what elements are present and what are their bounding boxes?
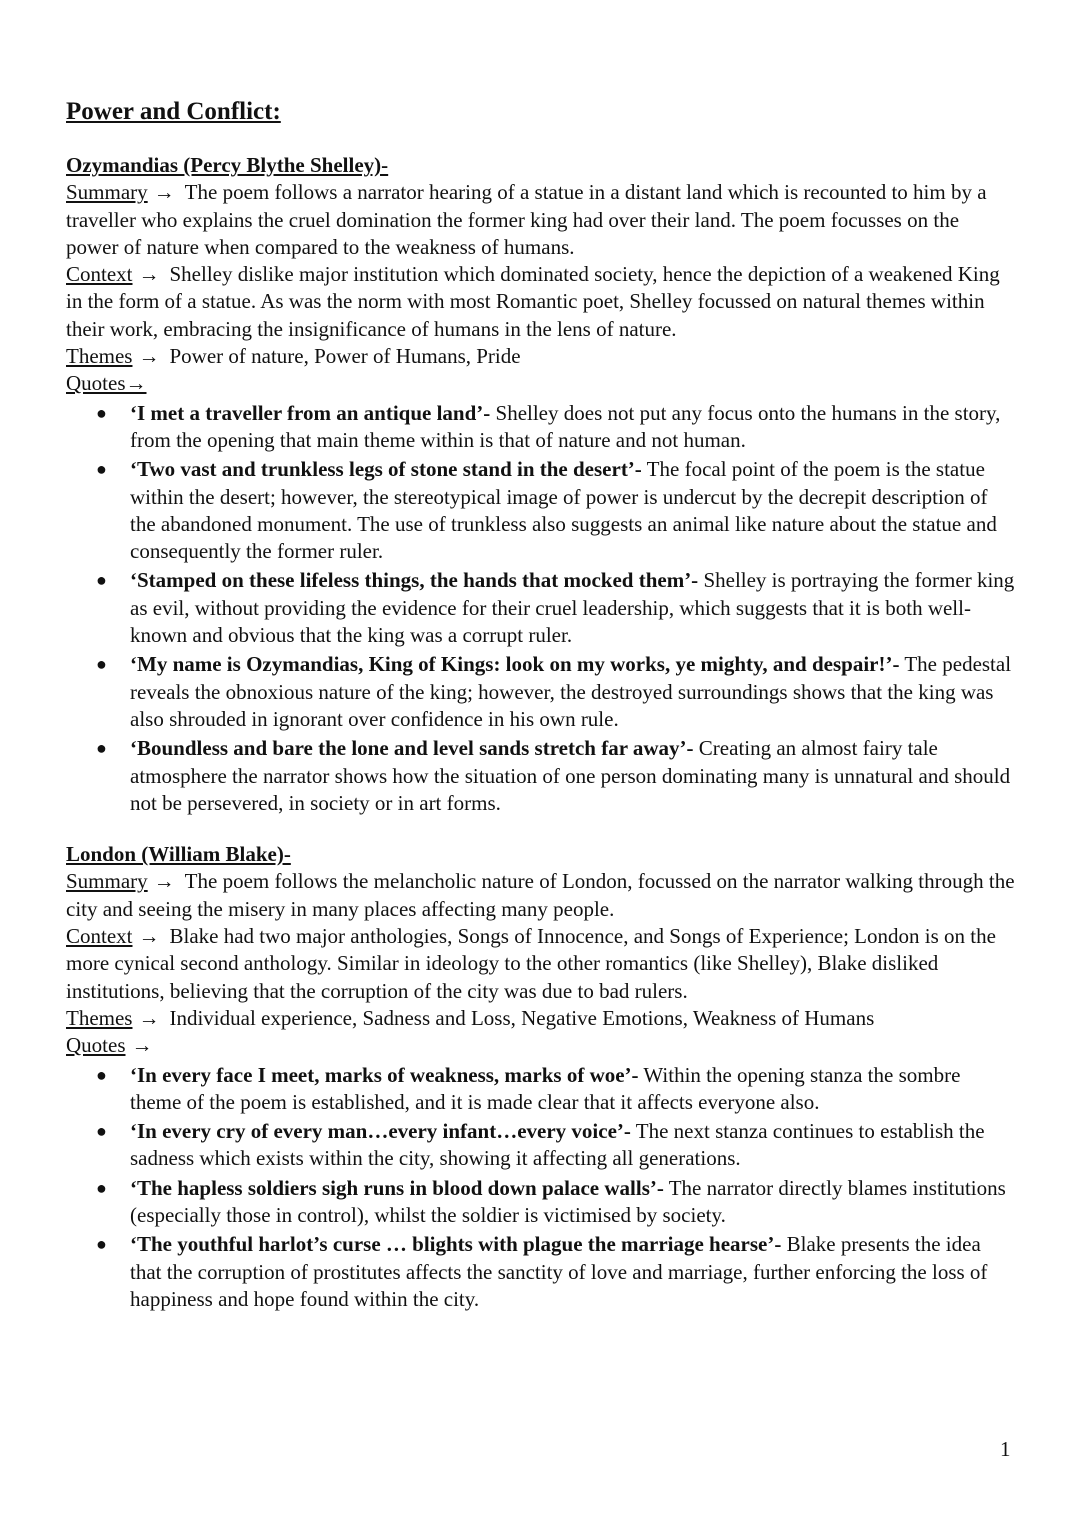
themes-text: Power of nature, Power of Humans, Pride <box>169 344 521 369</box>
context-label: Context <box>66 924 133 949</box>
quote-text: ‘The youthful harlot’s curse … blights with plague the marriage hearse’- <box>130 1232 782 1257</box>
quotes-heading <box>66 1032 1016 1059</box>
quote-item <box>96 567 1016 649</box>
context-paragraph <box>66 923 1016 1005</box>
arrow-icon: → <box>138 924 160 949</box>
themes-paragraph <box>66 343 1016 370</box>
quote-text: ‘Boundless and bare the lone and level sands stretch far away’- <box>130 736 694 761</box>
bullet-icon: ● <box>96 738 107 759</box>
bullet-icon: ● <box>96 654 107 675</box>
quote-analysis: Creating an almost fairy tale atmosphere the narrator shows how the situation of one person dominating many is unnatural and should not be persevered, in society or in art forms. <box>130 736 1011 815</box>
quote-item <box>96 651 1016 733</box>
quote-analysis: The pedestal reveals the obnoxious nature of the king; however, the destroyed surroundings shows that the king was also shrouded in ignorant over confidence in his own rule. <box>130 652 1012 731</box>
bullet-icon: ● <box>96 1177 107 1198</box>
arrow-icon: → <box>138 344 160 369</box>
quote-analysis: The narrator directly blames institutions (especially those in control), whilst the soldier is victimised by society. <box>130 1175 1006 1227</box>
document-title: Power and Conflict: <box>66 98 281 125</box>
summary-text: The poem follows the melancholic nature of London, focussed on the narrator walking through the city and seeing the misery in many places affecting many people. <box>66 869 1015 921</box>
quote-analysis: Shelley does not put any focus onto the humans in the story, from the opening that main theme within is that of nature and not human. <box>130 400 1001 452</box>
arrow-icon: → <box>138 262 160 287</box>
summary-label: Summary <box>66 869 148 894</box>
arrow-icon: → <box>153 180 175 205</box>
bullet-icon: ● <box>96 459 107 480</box>
summary-label: Summary <box>66 180 148 205</box>
quotes-label: Quotes <box>66 1033 126 1058</box>
arrow-icon: → <box>131 1033 153 1058</box>
bullet-icon: ● <box>96 570 107 591</box>
quote-item <box>96 1118 1016 1173</box>
quote-analysis: Within the opening stanza the sombre theme of the poem is established, and it is made clear that it affects everyone also. <box>130 1062 961 1114</box>
summary-paragraph <box>66 179 1016 261</box>
quote-text: ‘In every face I meet, marks of weakness, marks of woe’- <box>130 1062 639 1087</box>
quote-analysis: The focal point of the poem is the statue within the desert; however, the stereotypical image of power is undercut by the decrepit description of the abandoned monument. The use of trunkless also suggests an animal like nature about the statue and consequently the former ruler. <box>130 457 997 564</box>
quotes-list <box>66 1062 1016 1314</box>
themes-label: Themes <box>66 1005 133 1030</box>
summary-text: The poem follows a narrator hearing of a statue in a distant land which is recounted to him by a traveller who explains the cruel domination the former king had over their land. The poem focusses on the power of nature when compared to the weakness of humans. <box>66 180 987 259</box>
section-london <box>66 841 1016 1313</box>
arrow-icon: → <box>125 371 147 396</box>
quote-text: ‘Stamped on these lifeless things, the hands that mocked them’- <box>130 568 699 593</box>
context-paragraph <box>66 261 1016 343</box>
context-text: Shelley dislike major institution which dominated society, hence the depiction of a weakened King in the form of a statue. As was the norm with most Romantic poet, Shelley focussed on natural themes within their work, embracing the insignificance of humans in the lens of nature. <box>66 262 1000 341</box>
themes-text: Individual experience, Sadness and Loss, Negative Emotions, Weakness of Humans <box>169 1005 875 1030</box>
bullet-icon: ● <box>96 1234 107 1255</box>
section-heading: Ozymandias (Percy Blythe Shelley)- <box>66 153 389 177</box>
quote-item <box>96 735 1016 817</box>
quote-text: ‘The hapless soldiers sigh runs in blood down palace walls’- <box>130 1175 664 1200</box>
quotes-list <box>66 400 1016 817</box>
quote-text: ‘I met a traveller from an antique land’- <box>130 400 491 425</box>
quote-analysis: The next stanza continues to establish the sadness which exists within the city, showing it affecting all generations. <box>130 1119 985 1171</box>
context-label: Context <box>66 262 133 287</box>
arrow-icon: → <box>153 869 175 894</box>
themes-label: Themes <box>66 344 133 369</box>
quote-text: ‘Two vast and trunkless legs of stone stand in the desert’- <box>130 457 642 482</box>
page-number: 1 <box>1000 1437 1011 1461</box>
summary-paragraph <box>66 868 1016 923</box>
quote-text: ‘My name is Ozymandias, King of Kings: look on my works, ye mighty, and despair!’- <box>130 652 900 677</box>
bullet-icon: ● <box>96 1064 107 1085</box>
quotes-label: Quotes→ <box>66 371 147 396</box>
quote-item <box>96 1175 1016 1230</box>
themes-paragraph <box>66 1005 1016 1032</box>
document-content <box>66 96 1016 1337</box>
quote-text: ‘In every cry of every man…every infant…every voice’- <box>130 1119 631 1144</box>
quote-item <box>96 400 1016 455</box>
section-heading: London (William Blake)- <box>66 842 291 867</box>
quote-item <box>96 1062 1016 1117</box>
bullet-icon: ● <box>96 1121 107 1142</box>
quote-item <box>96 1231 1016 1313</box>
bullet-icon: ● <box>96 402 107 423</box>
context-text: Blake had two major anthologies, Songs of Innocence, and Songs of Experience; London is on the more cynical second anthology. Similar in ideology to the other romantics (like Shelley), Blake disliked institutions, believing that the corruption of the city was due to bad rulers. <box>66 924 996 1003</box>
quotes-heading <box>66 370 1016 397</box>
quote-analysis: Shelley is portraying the former king as evil, without providing the evidence for their cruel leadership, which suggests that it is both well-known and obvious that the king was a corrupt ruler. <box>130 568 1015 648</box>
quote-analysis: Blake presents the idea that the corruption of prostitutes affects the sanctity of love and marriage, further enforcing the loss of happiness and hope found within the city. <box>130 1232 988 1311</box>
section-ozymandias <box>66 152 1016 817</box>
quote-item <box>96 456 1016 565</box>
arrow-icon: → <box>138 1005 160 1030</box>
